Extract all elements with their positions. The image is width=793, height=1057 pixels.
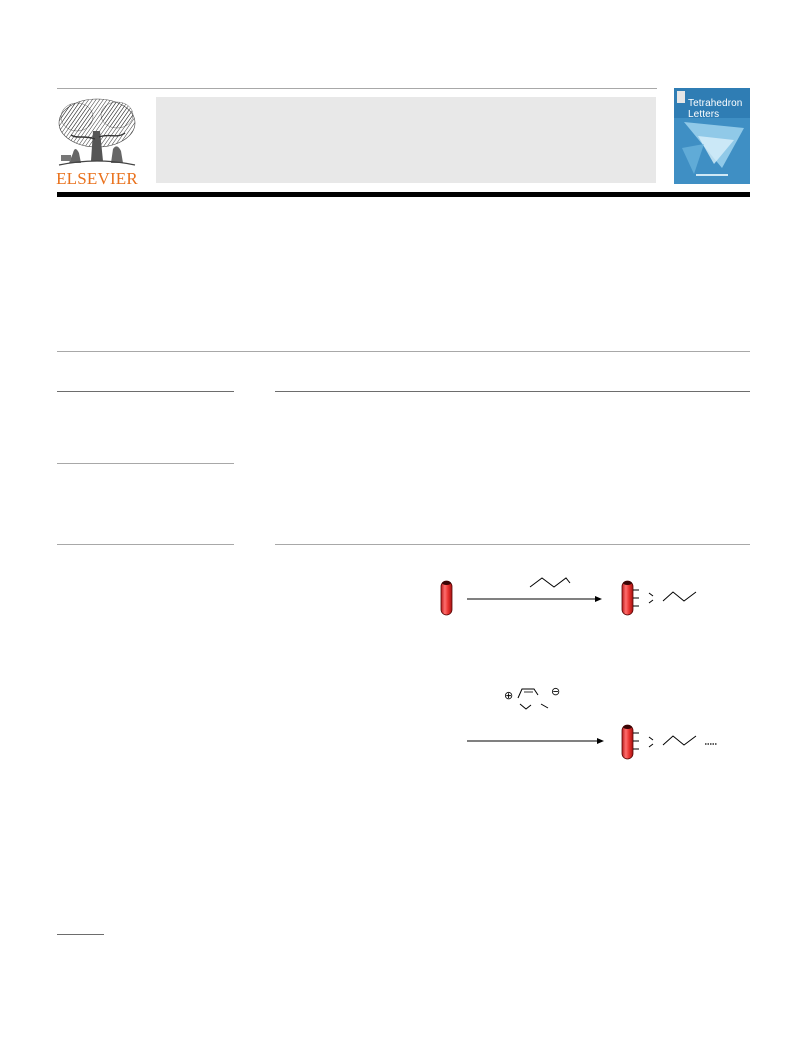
reaction-arrow-2 [467, 738, 604, 744]
negative-charge-symbol: ⊖ [551, 685, 561, 698]
elsevier-tree-icon [55, 95, 139, 169]
graphical-abstract-scheme [420, 565, 740, 765]
journal-cover-title-line2: Letters [688, 109, 720, 120]
positive-charge-symbol: ⊕ [504, 689, 514, 702]
title-block-bottom-rule [57, 351, 750, 352]
header-top-rule [57, 88, 657, 89]
journal-cover-title [688, 98, 742, 120]
resin-bead-product-1 [622, 581, 696, 615]
imidazolium-reagent [504, 685, 560, 709]
resin-bead-start [441, 581, 452, 615]
reagent-alkyl-chain [530, 578, 570, 587]
article-info-mid-rule [57, 463, 234, 464]
journal-masthead-box [156, 97, 656, 183]
article-info-top-rule [57, 391, 234, 392]
reaction-arrow-1 [467, 596, 602, 602]
journal-cover-thumbnail[interactable] [674, 88, 750, 184]
article-info-bottom-rule [57, 544, 234, 545]
footnote-rule [57, 934, 104, 935]
elsevier-wordmark: ELSEVIER [56, 169, 138, 188]
abstract-bottom-rule [275, 544, 750, 545]
elsevier-logo[interactable] [55, 95, 139, 187]
abstract-top-rule [275, 391, 750, 392]
journal-cover-title-line1: Tetrahedron [688, 98, 743, 109]
resin-bead-product-2 [622, 725, 717, 759]
masthead-thick-rule [57, 192, 750, 197]
